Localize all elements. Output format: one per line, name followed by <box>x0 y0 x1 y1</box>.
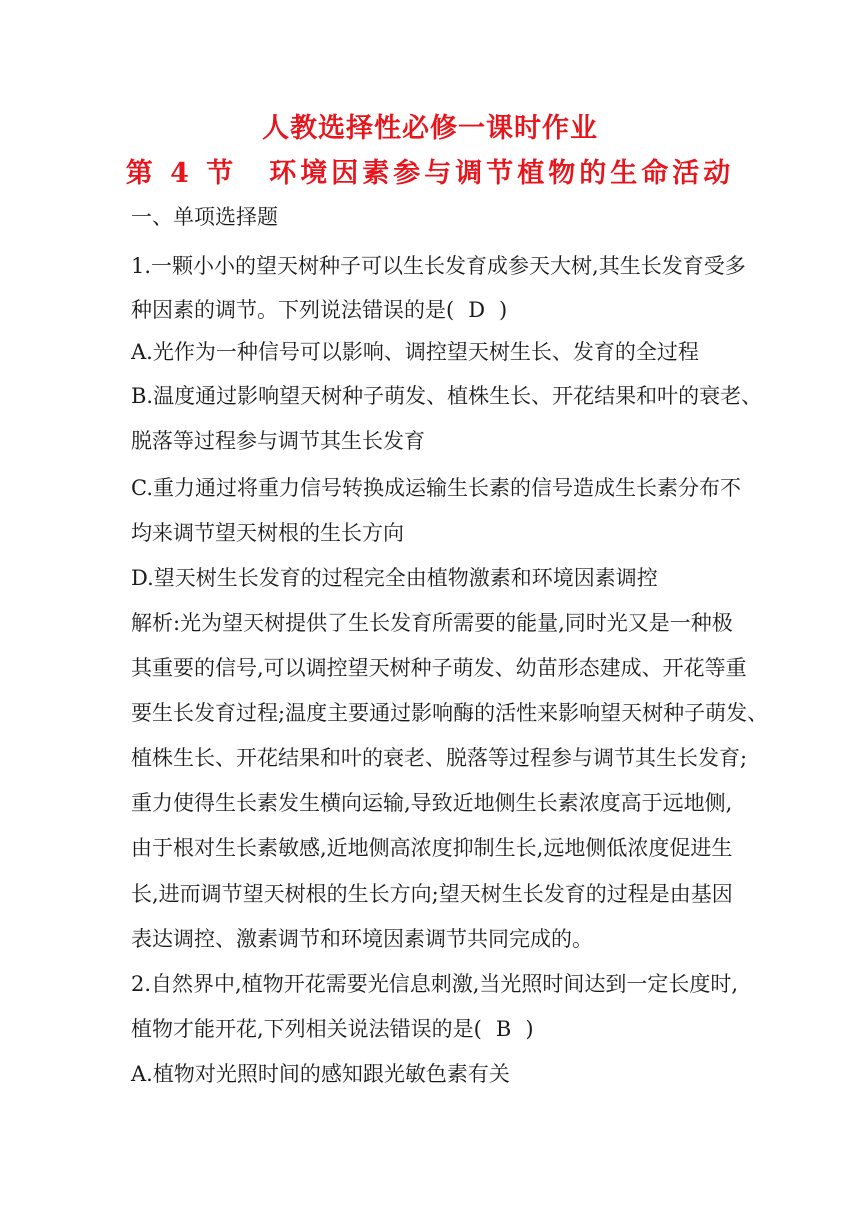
question-1-option-b-line-1: B.温度通过影响望天树种子萌发、植株生长、开花结果和叶的衰老、 <box>131 384 763 408</box>
question-1-stem-prefix: 种因素的调节。下列说法错误的是( <box>131 298 455 322</box>
question-1-option-b-line-2: 脱落等过程参与调节其生长发育 <box>131 429 425 453</box>
question-1-stem-line-1: 1.一颗小小的望天树种子可以生长发育成参天大树,其生长发育受多 <box>131 254 746 278</box>
question-1-analysis-line-3: 要生长发育过程;温度主要通过影响酶的活性来影响望天树种子萌发、 <box>131 701 769 725</box>
question-1-analysis-line-2: 其重要的信号,可以调控望天树种子萌发、幼苗形态建成、开花等重 <box>131 656 747 680</box>
question-2-stem-line-1: 2.自然界中,植物开花需要光信息刺激,当光照时间达到一定长度时, <box>131 972 739 996</box>
question-1-stem-suffix: ) <box>499 298 508 322</box>
section-heading: 一、单项选择题 <box>131 205 278 229</box>
section-name: 环境因素参与调节植物的生命活动 <box>269 158 735 189</box>
question-1-option-d: D.望天树生长发育的过程完全由植物激素和环境因素调控 <box>131 566 658 590</box>
question-1-analysis-line-5: 重力使得生长素发生横向运输,导致近地侧生长素浓度高于远地侧, <box>131 791 733 815</box>
question-2-answer: B <box>495 1017 512 1041</box>
question-1-answer: D <box>468 298 486 322</box>
question-2-stem-line-2 <box>131 1014 534 1044</box>
section-title <box>0 151 860 190</box>
question-2-stem-prefix: 植物才能开花,下列相关说法错误的是( <box>131 1017 482 1041</box>
question-1-analysis-line-1: 解析:光为望天树提供了生长发育所需要的能量,同时光又是一种极 <box>131 611 733 635</box>
question-2-stem-suffix: ) <box>525 1017 534 1041</box>
document-title: 人教选择性必修一课时作业 <box>262 113 598 144</box>
question-1-analysis-line-4: 植株生长、开花结果和叶的衰老、脱落等过程参与调节其生长发育; <box>131 746 748 770</box>
question-2-option-a: A.植物对光照时间的感知跟光敏色素有关 <box>131 1062 510 1086</box>
section-number: 第 4 节 <box>125 158 238 189</box>
question-1-option-a: A.光作为一种信号可以影响、调控望天树生长、发育的全过程 <box>131 340 699 364</box>
question-1-option-c-line-2: 均来调节望天树根的生长方向 <box>131 521 404 545</box>
question-1-analysis-line-7: 长,进而调节望天树根的生长方向;望天树生长发育的过程是由基因 <box>131 882 733 906</box>
question-1-analysis-line-8: 表达调控、激素调节和环境因素调节共同完成的。 <box>131 927 593 951</box>
question-1-analysis-line-6: 由于根对生长素敏感,近地侧高浓度抑制生长,远地侧低浓度促进生 <box>131 836 733 860</box>
question-1-option-c-line-1: C.重力通过将重力信号转换成运输生长素的信号造成生长素分布不 <box>131 476 741 500</box>
question-1-stem-line-2 <box>131 295 507 325</box>
